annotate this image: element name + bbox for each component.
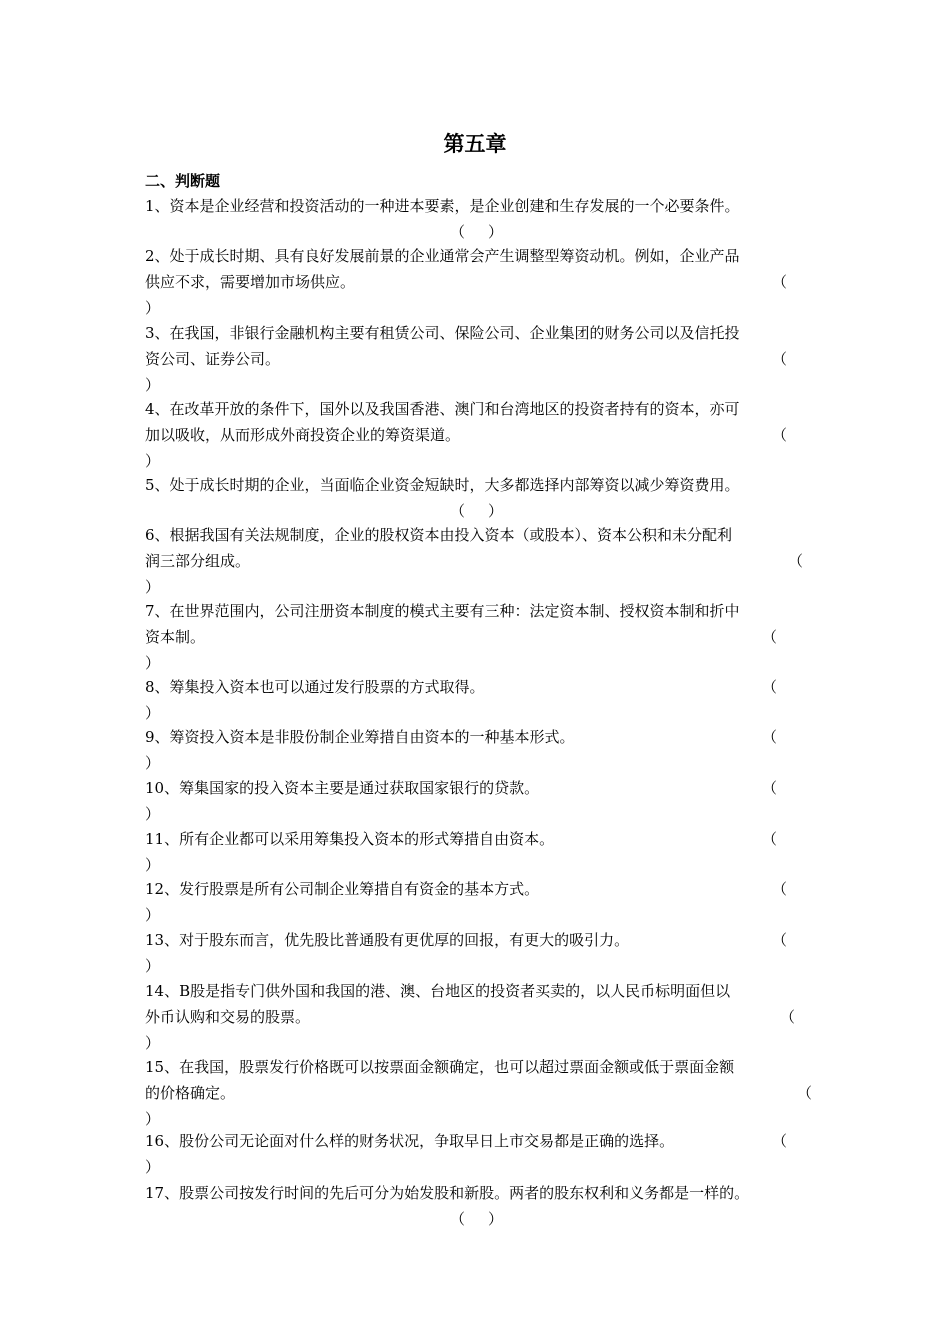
question-item bbox=[145, 522, 810, 596]
question-item bbox=[145, 927, 810, 975]
answer-blank-close[interactable]: ） bbox=[488, 223, 504, 241]
answer-blank-close[interactable]: ） bbox=[488, 1210, 504, 1228]
answer-blank-open[interactable]: （ bbox=[772, 1132, 788, 1150]
answer-blank-close[interactable]: ） bbox=[145, 856, 161, 874]
question-item bbox=[145, 724, 810, 772]
question-text-line: 润三部分组成。 bbox=[145, 552, 251, 570]
question-text-line: 14、B股是指专门供外国和我国的港、澳、台地区的投资者买卖的，以人民币标明面但以 bbox=[145, 982, 731, 1000]
answer-blank-open[interactable]: （ bbox=[772, 350, 788, 368]
answer-blank-close[interactable]: ） bbox=[145, 957, 161, 975]
question-item bbox=[145, 1180, 810, 1228]
answer-blank-open[interactable]: （ bbox=[772, 880, 788, 898]
answer-blank-open[interactable]: （ bbox=[450, 223, 466, 241]
answer-blank-close[interactable]: ） bbox=[145, 1158, 161, 1176]
answer-blank-open[interactable]: （ bbox=[762, 728, 778, 746]
question-text-line: 资本制。 bbox=[145, 628, 206, 646]
answer-blank-close[interactable]: ） bbox=[145, 704, 161, 722]
question-text-line: 12、发行股票是所有公司制企业筹措自有资金的基本方式。 bbox=[145, 880, 540, 898]
question-text-line: 7、在世界范围内，公司注册资本制度的模式主要有三种：法定资本制、授权资本制和折中 bbox=[145, 602, 740, 620]
question-item bbox=[145, 876, 810, 924]
question-item bbox=[145, 1128, 810, 1176]
answer-blank-open[interactable]: （ bbox=[772, 426, 788, 444]
answer-blank-open[interactable]: （ bbox=[762, 830, 778, 848]
answer-blank-close[interactable]: ） bbox=[145, 754, 161, 772]
question-text-line: 6、根据我国有关法规制度，企业的股权资本由投入资本（或股本）、资本公积和未分配利 bbox=[145, 526, 733, 544]
question-item bbox=[145, 396, 810, 470]
answer-blank-close[interactable]: ） bbox=[145, 299, 161, 317]
question-text-line: 外币认购和交易的股票。 bbox=[145, 1008, 311, 1026]
question-item bbox=[145, 598, 810, 672]
answer-blank-open[interactable]: （ bbox=[797, 1084, 813, 1102]
question-item bbox=[145, 1054, 813, 1128]
question-text-line: 10、筹集国家的投入资本主要是通过获取国家银行的贷款。 bbox=[145, 779, 540, 797]
answer-blank-close[interactable]: ） bbox=[145, 805, 161, 823]
question-text-line: 15、在我国，股票发行价格既可以按票面金额确定，也可以超过票面金额或低于票面金额 bbox=[145, 1058, 735, 1076]
question-text-line: 3、在我国，非银行金融机构主要有租赁公司、保险公司、企业集团的财务公司以及信托投 bbox=[145, 324, 740, 342]
question-text-line: 资公司、证券公司。 bbox=[145, 350, 281, 368]
question-text-line: 加以吸收，从而形成外商投资企业的筹资渠道。 bbox=[145, 426, 461, 444]
question-text-line: 16、股份公司无论面对什么样的财务状况，争取早日上市交易都是正确的选择。 bbox=[145, 1132, 675, 1150]
answer-blank-close[interactable]: ） bbox=[145, 578, 161, 596]
question-item bbox=[145, 978, 810, 1052]
chapter-title: 第五章 bbox=[443, 131, 507, 156]
question-item bbox=[145, 193, 810, 241]
question-text-line: 13、对于股东而言，优先股比普通股有更优厚的回报，有更大的吸引力。 bbox=[145, 931, 630, 949]
question-item bbox=[145, 320, 810, 394]
answer-blank-close[interactable]: ） bbox=[488, 502, 504, 520]
answer-blank-open[interactable]: （ bbox=[762, 779, 778, 797]
answer-blank-open[interactable]: （ bbox=[772, 273, 788, 291]
answer-blank-close[interactable]: ） bbox=[145, 906, 161, 924]
answer-blank-open[interactable]: （ bbox=[788, 552, 804, 570]
question-text-line: 4、在改革开放的条件下，国外以及我国香港、澳门和台湾地区的投资者持有的资本，亦可 bbox=[145, 400, 740, 418]
answer-blank-open[interactable]: （ bbox=[450, 502, 466, 520]
answer-blank-close[interactable]: ） bbox=[145, 376, 161, 394]
question-text-line: 11、所有企业都可以采用筹集投入资本的形式筹措自由资本。 bbox=[145, 830, 555, 848]
answer-blank-close[interactable]: ） bbox=[145, 452, 161, 470]
answer-blank-open[interactable]: （ bbox=[762, 678, 778, 696]
question-item bbox=[145, 243, 810, 317]
answer-blank-open[interactable]: （ bbox=[450, 1210, 466, 1228]
question-item bbox=[145, 472, 810, 520]
question-text-line: 17、股票公司按发行时间的先后可分为始发股和新股。两者的股东权利和义务都是一样的。 bbox=[145, 1184, 750, 1202]
answer-blank-open[interactable]: （ bbox=[780, 1008, 796, 1026]
question-text-line: 9、筹资投入资本是非股份制企业筹措自由资本的一种基本形式。 bbox=[145, 728, 575, 746]
question-text-line: 1、资本是企业经营和投资活动的一种进本要素，是企业创建和生存发展的一个必要条件。 bbox=[145, 197, 740, 215]
section-heading: 二、判断题 bbox=[145, 172, 221, 190]
question-item bbox=[145, 775, 810, 823]
question-text-line: 供应不求，需要增加市场供应。 bbox=[145, 273, 356, 291]
answer-blank-close[interactable]: ） bbox=[145, 1110, 161, 1128]
answer-blank-close[interactable]: ） bbox=[145, 1034, 161, 1052]
question-text-line: 2、处于成长时期、具有良好发展前景的企业通常会产生调整型筹资动机。例如，企业产品 bbox=[145, 247, 740, 265]
question-text-line: 8、筹集投入资本也可以通过发行股票的方式取得。 bbox=[145, 678, 485, 696]
question-text-line: 5、处于成长时期的企业，当面临企业资金短缺时，大多都选择内部筹资以减少筹资费用。 bbox=[145, 476, 740, 494]
question-item bbox=[145, 674, 810, 722]
question-text-line: 的价格确定。 bbox=[145, 1084, 236, 1102]
answer-blank-open[interactable]: （ bbox=[762, 628, 778, 646]
question-item bbox=[145, 826, 810, 874]
answer-blank-open[interactable]: （ bbox=[772, 931, 788, 949]
answer-blank-close[interactable]: ） bbox=[145, 654, 161, 672]
